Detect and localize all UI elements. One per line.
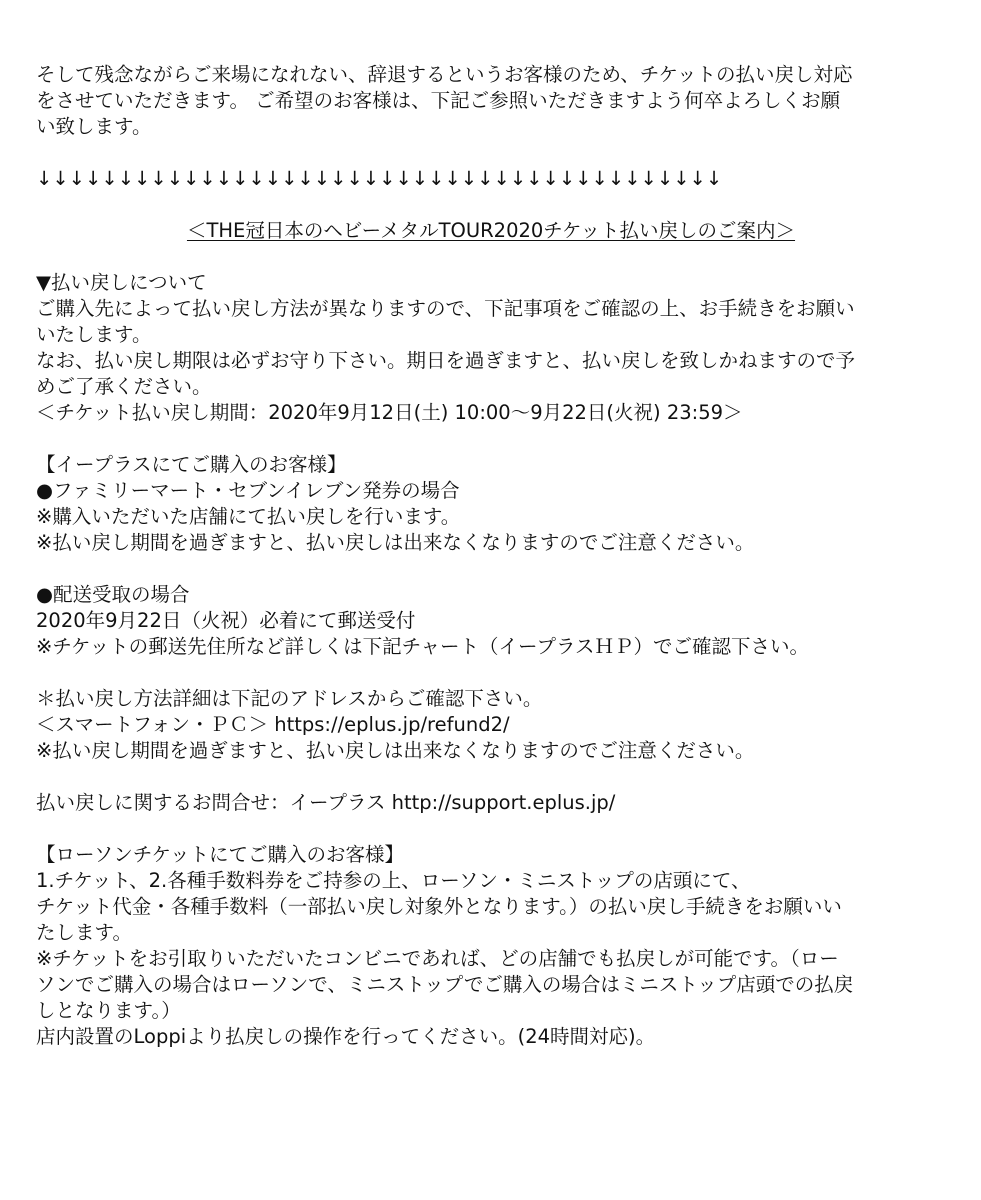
eplus-note: ※払い戻し期間を過ぎますと、払い戻しは出来なくなりますのでご注意ください。 — [36, 531, 755, 554]
refund-about-line: なお、払い戻し期限は必ずお守り下さい。期日を過ぎますと、払い戻しを致しかねますので予 — [36, 349, 856, 372]
spacer — [36, 192, 946, 218]
eplus-section — [36, 452, 946, 556]
spacer — [36, 426, 946, 452]
refund-period: ＜チケット払い戻し期間：2020年9月12日(土) 10:00〜9月22日(火祝) 23:59＞ — [36, 401, 743, 424]
lawson-line: たします。 — [36, 921, 132, 944]
lawson-line: ※チケットをお引取りいただいたコンビニであれば、どの店舗でも払戻しが可能です。（ロー — [36, 947, 839, 970]
lawson-line: 1.チケット、2.各種手数料券をご持参の上、ローソン・ミニストップの店頭にて、 — [36, 869, 751, 892]
intro-line: い致します。 — [36, 115, 152, 138]
delivery-note: ※チケットの郵送先住所など詳しくは下記チャート（イープラスＨＰ）でご確認下さい。 — [36, 635, 809, 658]
lawson-line: ソンでご購入の場合はローソンで、ミニストップでご購入の場合はミニストップ店頭での払戻 — [36, 973, 854, 996]
lawson-line: 店内設置のLoppiより払戻しの操作を行ってください。(24時間対応)。 — [36, 1025, 656, 1048]
eplus-note: ※購入いただいた店舗にて払い戻しを行います。 — [36, 505, 461, 528]
intro-line: をさせていただきます。 ご希望のお客様は、下記ご参照いただきますよう何卒よろしくお願 — [36, 89, 841, 112]
delivery-title: ●配送受取の場合 — [36, 583, 190, 606]
spacer — [36, 140, 946, 166]
spacer — [36, 764, 946, 790]
eplus-section-title: 【イープラスにてご購入のお客様】 — [36, 453, 347, 476]
lawson-line: チケット代金・各種手数料（一部払い戻し対象外となります。）の払い戻し手続きをお願いい — [36, 895, 842, 918]
refund-url-line: ＜スマートフォン・ＰＣ＞ https://eplus.jp/refund2/ — [36, 713, 510, 736]
spacer — [36, 556, 946, 582]
lawson-section-title: 【ローソンチケットにてご購入のお客様】 — [36, 843, 404, 866]
intro-line: そして残念ながらご来場になれない、辞退するというお客様のため、チケットの払い戻し対応 — [36, 63, 853, 86]
contact-line: 払い戻しに関するお問合せ：イープラス http://support.eplus.jp/ — [36, 791, 616, 814]
eplus-store-title: ●ファミリーマート・セブンイレブン発券の場合 — [36, 479, 460, 502]
refund-notice-document — [36, 62, 946, 1050]
notice-heading: ＜THE冠日本のヘビーメタルTOUR2020チケット払い戻しのご案内＞ — [186, 219, 796, 242]
notice-heading-wrap — [36, 218, 946, 244]
detail-note: ※払い戻し期間を過ぎますと、払い戻しは出来なくなりますのでご注意ください。 — [36, 739, 755, 762]
lawson-line: しとなります。） — [36, 999, 181, 1022]
spacer — [36, 660, 946, 686]
refund-about-section — [36, 270, 946, 426]
lawson-section — [36, 842, 946, 1050]
spacer — [36, 244, 946, 270]
intro-paragraph — [36, 62, 946, 140]
refund-about-line: めご了承ください。 — [36, 375, 212, 398]
delivery-deadline: 2020年9月22日（火祝）必着にて郵送受付 — [36, 609, 416, 632]
spacer — [36, 816, 946, 842]
detail-section — [36, 686, 946, 764]
refund-about-line: ご購入先によって払い戻し方法が異なりますので、下記事項をご確認の上、お手続きをお願い — [36, 297, 855, 320]
delivery-section — [36, 582, 946, 660]
detail-intro: ＊払い戻し方法詳細は下記のアドレスからご確認下さい。 — [36, 687, 543, 710]
down-arrows-row: ↓↓↓↓↓↓↓↓↓↓↓↓↓↓↓↓↓↓↓↓↓↓↓↓↓↓↓↓↓↓↓↓↓↓↓↓↓↓↓↓↓↓ — [36, 167, 723, 190]
refund-about-line: いたします。 — [36, 323, 152, 346]
refund-about-title: ▼払い戻しについて — [36, 271, 207, 294]
